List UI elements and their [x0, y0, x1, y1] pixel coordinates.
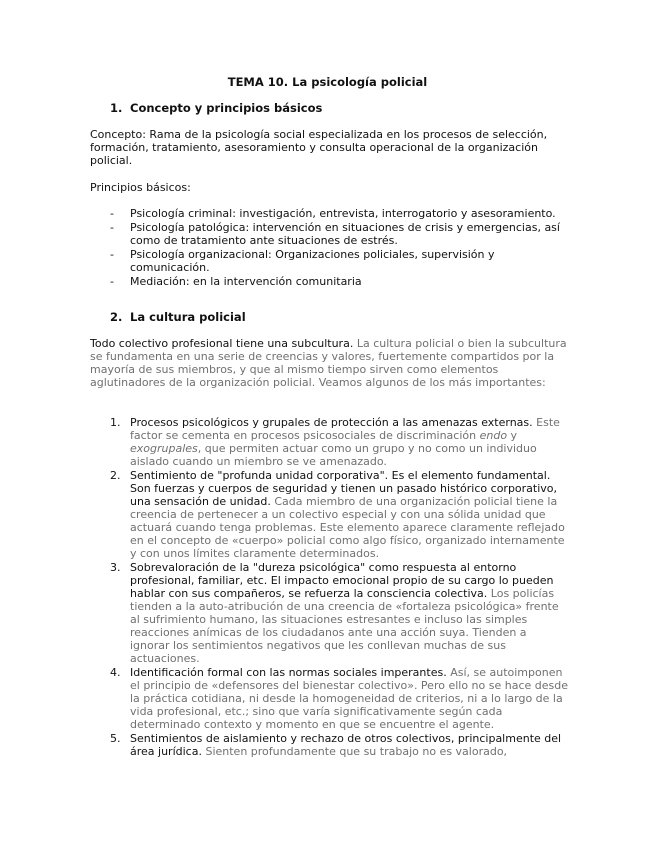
principle-item: - Mediación: en la intervención comunitaria [110, 275, 362, 288]
principle-item: - Psicología patológica: intervención en situaciones de crisis y emergencias, así como de tratamiento ante situaciones de estrés. [110, 221, 560, 247]
culture-item: 2. Sentimiento de "profunda unidad corporativa". Es el elemento fundamental. Son fuerzas y cuerpos de seguridad y tienen un pasado histórico corporativo, una sensación de unidad. Cada miembro de una organización policial tiene la creencia de pertenecer a un colectivo especial y con una sólida unidad que actuará cuando tenga problemas. Este elemento aparece claramente reflejado en el concepto de «cuerpo» policial como algo físico, organizado internamente y con unos límites claramente determinados. [110, 469, 565, 560]
culture-item: 3. Sobrevaloración de la "dureza psicológica" como respuesta al entorno profesional, familiar, etc. El impacto emocional propio de su cargo lo pueden hablar con sus compañeros, se refuerza la consciencia colectiva. Los policías tienden a la auto-atribución de una creencia de «fortaleza psicológica» frente al sufrimiento humano, las situaciones estresantes e incluso las simples reacciones anímicas de los ciudadanos ante una acción suya. Tienden a ignorar los sentimientos negativos que les conllevan muchas de sus actuaciones. [110, 561, 559, 665]
culture-intro-lead: Todo colectivo profesional tiene una subcultura. [90, 337, 354, 350]
concept-paragraph: Concepto: Rama de la psicología social especializada en los procesos de selección, formación, tratamiento, asesoramiento y consulta operacional de la organización policial. [90, 128, 548, 167]
section-1-number: 1. [110, 101, 123, 115]
culture-item: 5. Sentimientos de aislamiento y rechazo de otros colectivos, principalmente del área jurídica. Sienten profundamente que su trabajo no es valorado, [110, 732, 562, 758]
section-2-title: La cultura policial [130, 310, 246, 324]
culture-item: 1. Procesos psicológicos y grupales de protección a las amenazas externas. Este factor se cementa en procesos psicosociales de discriminación endo y exogrupales, que permiten actuar como un grupo y no como un individuo aislado cuando un miembro se ve amenazado. [110, 416, 560, 468]
culture-items-list [110, 416, 568, 759]
principle-item: - Psicología organizacional: Organizaciones policiales, supervisión y comunicación. [110, 248, 495, 274]
culture-item: 4. Identificación formal con las normas sociales imperantes. Así, se autoimponen el principio de «defensores del bienestar colectivo». Pero ello no se hace desde la práctica cotidiana, ni desde la homogeneidad de criterios, ni a lo largo de la vida profesional, etc.; sino que varía significativamente según cada determinado contexto y momento en que se encuentre el agente. [110, 666, 569, 731]
principles-label: Principios básicos: [90, 181, 191, 194]
principle-item: - Psicología criminal: investigación, entrevista, interrogatorio y asesoramiento. [110, 207, 556, 220]
section-1-title: Concepto y principios básicos [130, 101, 323, 115]
document-title: TEMA 10. La psicología policial [227, 75, 428, 89]
section-1-heading [110, 102, 322, 115]
section-2-heading [110, 311, 246, 324]
culture-intro-paragraph [90, 337, 570, 389]
culture-intro-rest: La cultura policial o bien la subcultura se fundamenta en una serie de creencias y valores, fuertemente compartidos por la mayoría de sus miembros, y que al mismo tiempo sirven como elementos aglutinadores de la organización policial. Veamos algunos de los más importantes: [90, 337, 567, 389]
principles-list [110, 207, 560, 289]
section-2-number: 2. [110, 310, 123, 324]
